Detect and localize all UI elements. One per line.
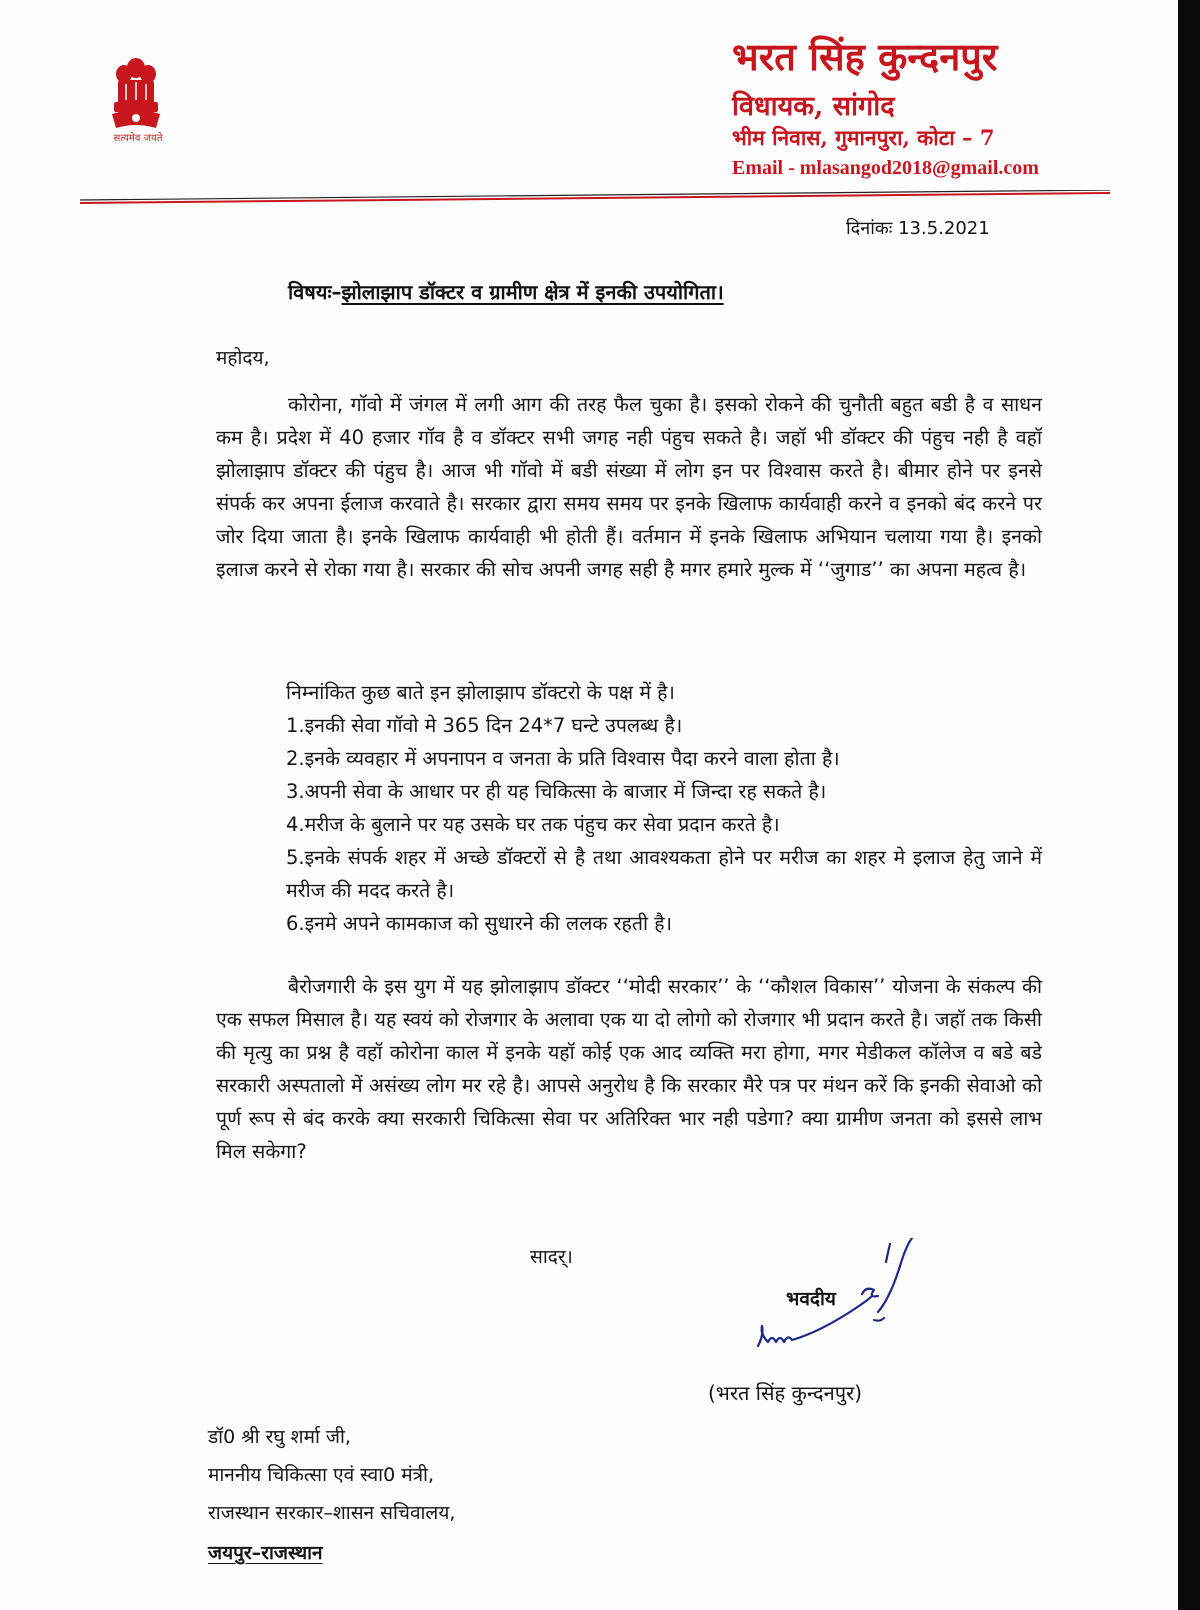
list-item: 3.अपनी सेवा के आधार पर ही यह चिकित्सा के बाजार में जिन्दा रह सकते है। bbox=[286, 780, 827, 803]
paragraph-1-text: कोरोना, गॉवो में जंगल में लगी आग की तरह फैल चुका है। इसको रोकने की चुनौती बहुत बडी है व साधन कम है। प्रदेश में 40 हजार गॉव है व डॉक्टर सभी जगह नही पंहुच सकते है। जहॉ भी डॉक्टर की पंहुच नही है वहॉ झोलाझाप डॉक्टर की पंहुच है। आज भी गॉवो में बडी संख्या में लोग इन पर विश्वास करते है। बीमार होने पर इनसे संपर्क कर अपना ईलाज करवाते है। सरकार द्वारा समय समय पर इनके खिलाफ कार्यवाही करने व इनको बंद करने पर जोर दिया जाता है। इनके खिलाफ कार्यवाही भी होती हैं। वर्तमान में इनके खिलाफ अभियान चलाया गया है। इनको इलाज करने से रोका गया है। सरकार की सोच अपनी जगह सही है मगर हमारे मुल्क में ‘‘जुगाड’’ का अपना महत्व है। bbox=[216, 393, 1042, 581]
paragraph-2 bbox=[216, 970, 1042, 1168]
addressee-line: राजस्थान सरकार–शासन सचिवालय, bbox=[208, 1502, 456, 1524]
paragraph-2-text: बैरोजगारी के इस युग में यह झोलाझाप डॉक्टर ‘‘मोदी सरकार’’ के ‘‘कौशल विकास’’ योजना के संकल्प की एक सफल मिसाल है। यह स्वयं को रोजगार के अलावा एक या दो लोगो को रोजगार भी प्रदान करते है। जहॉ तक किसी की मृत्यु का प्रश्न है वहॉ कोरोना काल में इनके यहॉ कोई एक आद व्यक्ति मरा होगा, मगर मेडीकल कॉलेज व बडे बडे सरकारी अस्पतालो में असंख्य लोग मर रहे है। आपसे अनुरोध है कि सरकार मैरे पत्र पर मंथन करें कि इनकी सेवाओ को पूर्ण रूप से बंद करके क्या सरकारी चिकित्सा सेवा पर अतिरिक्त भार नही पडेगा? क्या ग्रामीण जनता को इससे लाभ मिल सकेगा? bbox=[216, 975, 1042, 1163]
subject-label: विषयः– bbox=[288, 280, 342, 304]
salutation: महोदय, bbox=[216, 347, 270, 369]
list-item: 5.इनके संपर्क शहर में अच्छे डॉक्टरों से है तथा आवश्यकता होने पर मरीज का शहर मे इलाज हेतु जाने में मरीज की मदद करते है। bbox=[286, 846, 1042, 902]
list-intro: निम्नांकित कुछ बाते इन झोलाझाप डॉक्टरो के पक्ष में है। bbox=[286, 681, 675, 704]
closing: सादर्। bbox=[530, 1246, 573, 1268]
letterhead-email: Email - mlasangod2018@gmail.com bbox=[732, 157, 1039, 179]
addressee-city: जयपुर–राजस्थान bbox=[208, 1542, 323, 1564]
date-line bbox=[846, 216, 990, 240]
letterhead-address: भीम निवास, गुमानपुरा, कोटा – 7 bbox=[732, 125, 995, 150]
addressee-line: डॉ0 श्री रघु शर्मा जी, bbox=[208, 1426, 351, 1448]
list-item: 2.इनके व्यवहार में अपनापन व जनता के प्रति विश्वास पैदा करने वाला होता है। bbox=[286, 747, 840, 770]
letterhead-designation: विधायक, सांगोद bbox=[732, 91, 895, 122]
addressee-line: माननीय चिकित्सा एवं स्वा0 मंत्री, bbox=[208, 1464, 435, 1486]
yours-faithfully: भवदीय bbox=[786, 1288, 836, 1310]
subject-text: झोलाझाप डॉक्टर व ग्रामीण क्षेत्र में इनकी उपयोगिता। bbox=[341, 280, 724, 304]
signatory-name: (भरत सिंह कुन्दनपुर) bbox=[708, 1381, 863, 1405]
date-label: दिनांकः bbox=[846, 218, 893, 239]
subject-line bbox=[288, 278, 724, 305]
letterhead-name: भरत सिंह कुन्दनपुर bbox=[732, 34, 998, 79]
points-list bbox=[286, 676, 1042, 940]
list-item: 4.मरीज के बुलाने पर यह उसके घर तक पंहुच कर सेवा प्रदान करते है। bbox=[286, 813, 780, 836]
handwritten-signature bbox=[750, 1238, 930, 1378]
list-item: 6.इनमे अपने कामकाज को सुधारने की ललक रहती है। bbox=[286, 912, 672, 935]
emblem-motto: सत्यमेव जयते bbox=[113, 133, 163, 144]
letterhead-divider bbox=[80, 190, 1110, 204]
paragraph-1 bbox=[216, 388, 1042, 586]
date-value: 13.5.2021 bbox=[898, 218, 990, 239]
list-item: 1.इनकी सेवा गॉवो मे 365 दिन 24*7 घन्टे उपलब्ध है। bbox=[286, 714, 683, 737]
